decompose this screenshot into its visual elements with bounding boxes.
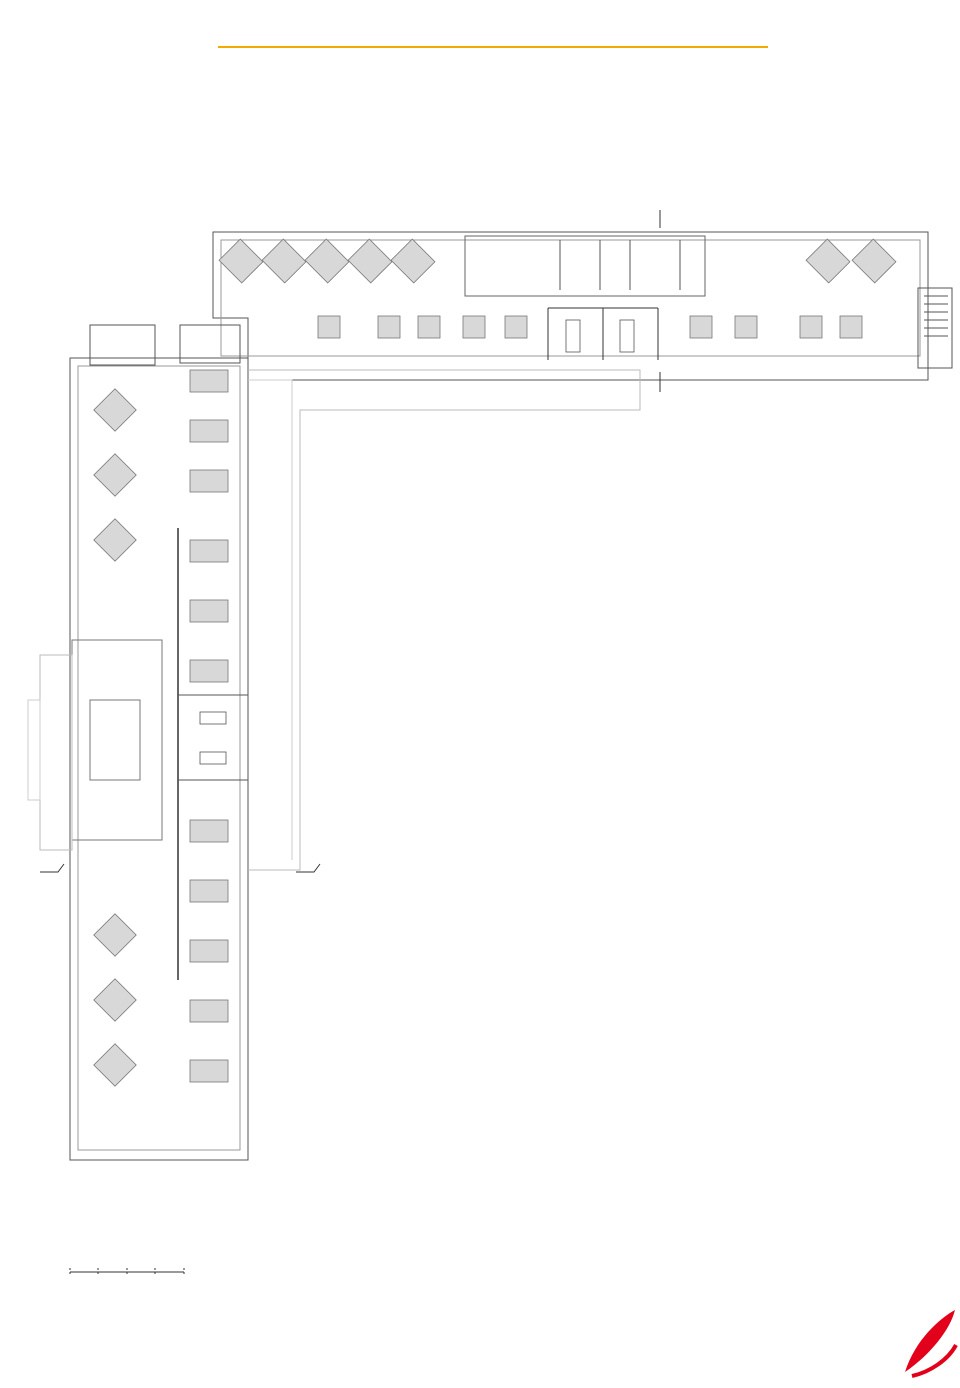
ota2-workstations [219,239,896,338]
scale-bar [70,1268,184,1276]
architect-logo-icon [905,1310,956,1376]
ota1-workstation-clusters [94,370,228,1086]
ota2-meeting-tables [566,320,634,352]
ota1-meeting-tables [200,712,226,764]
